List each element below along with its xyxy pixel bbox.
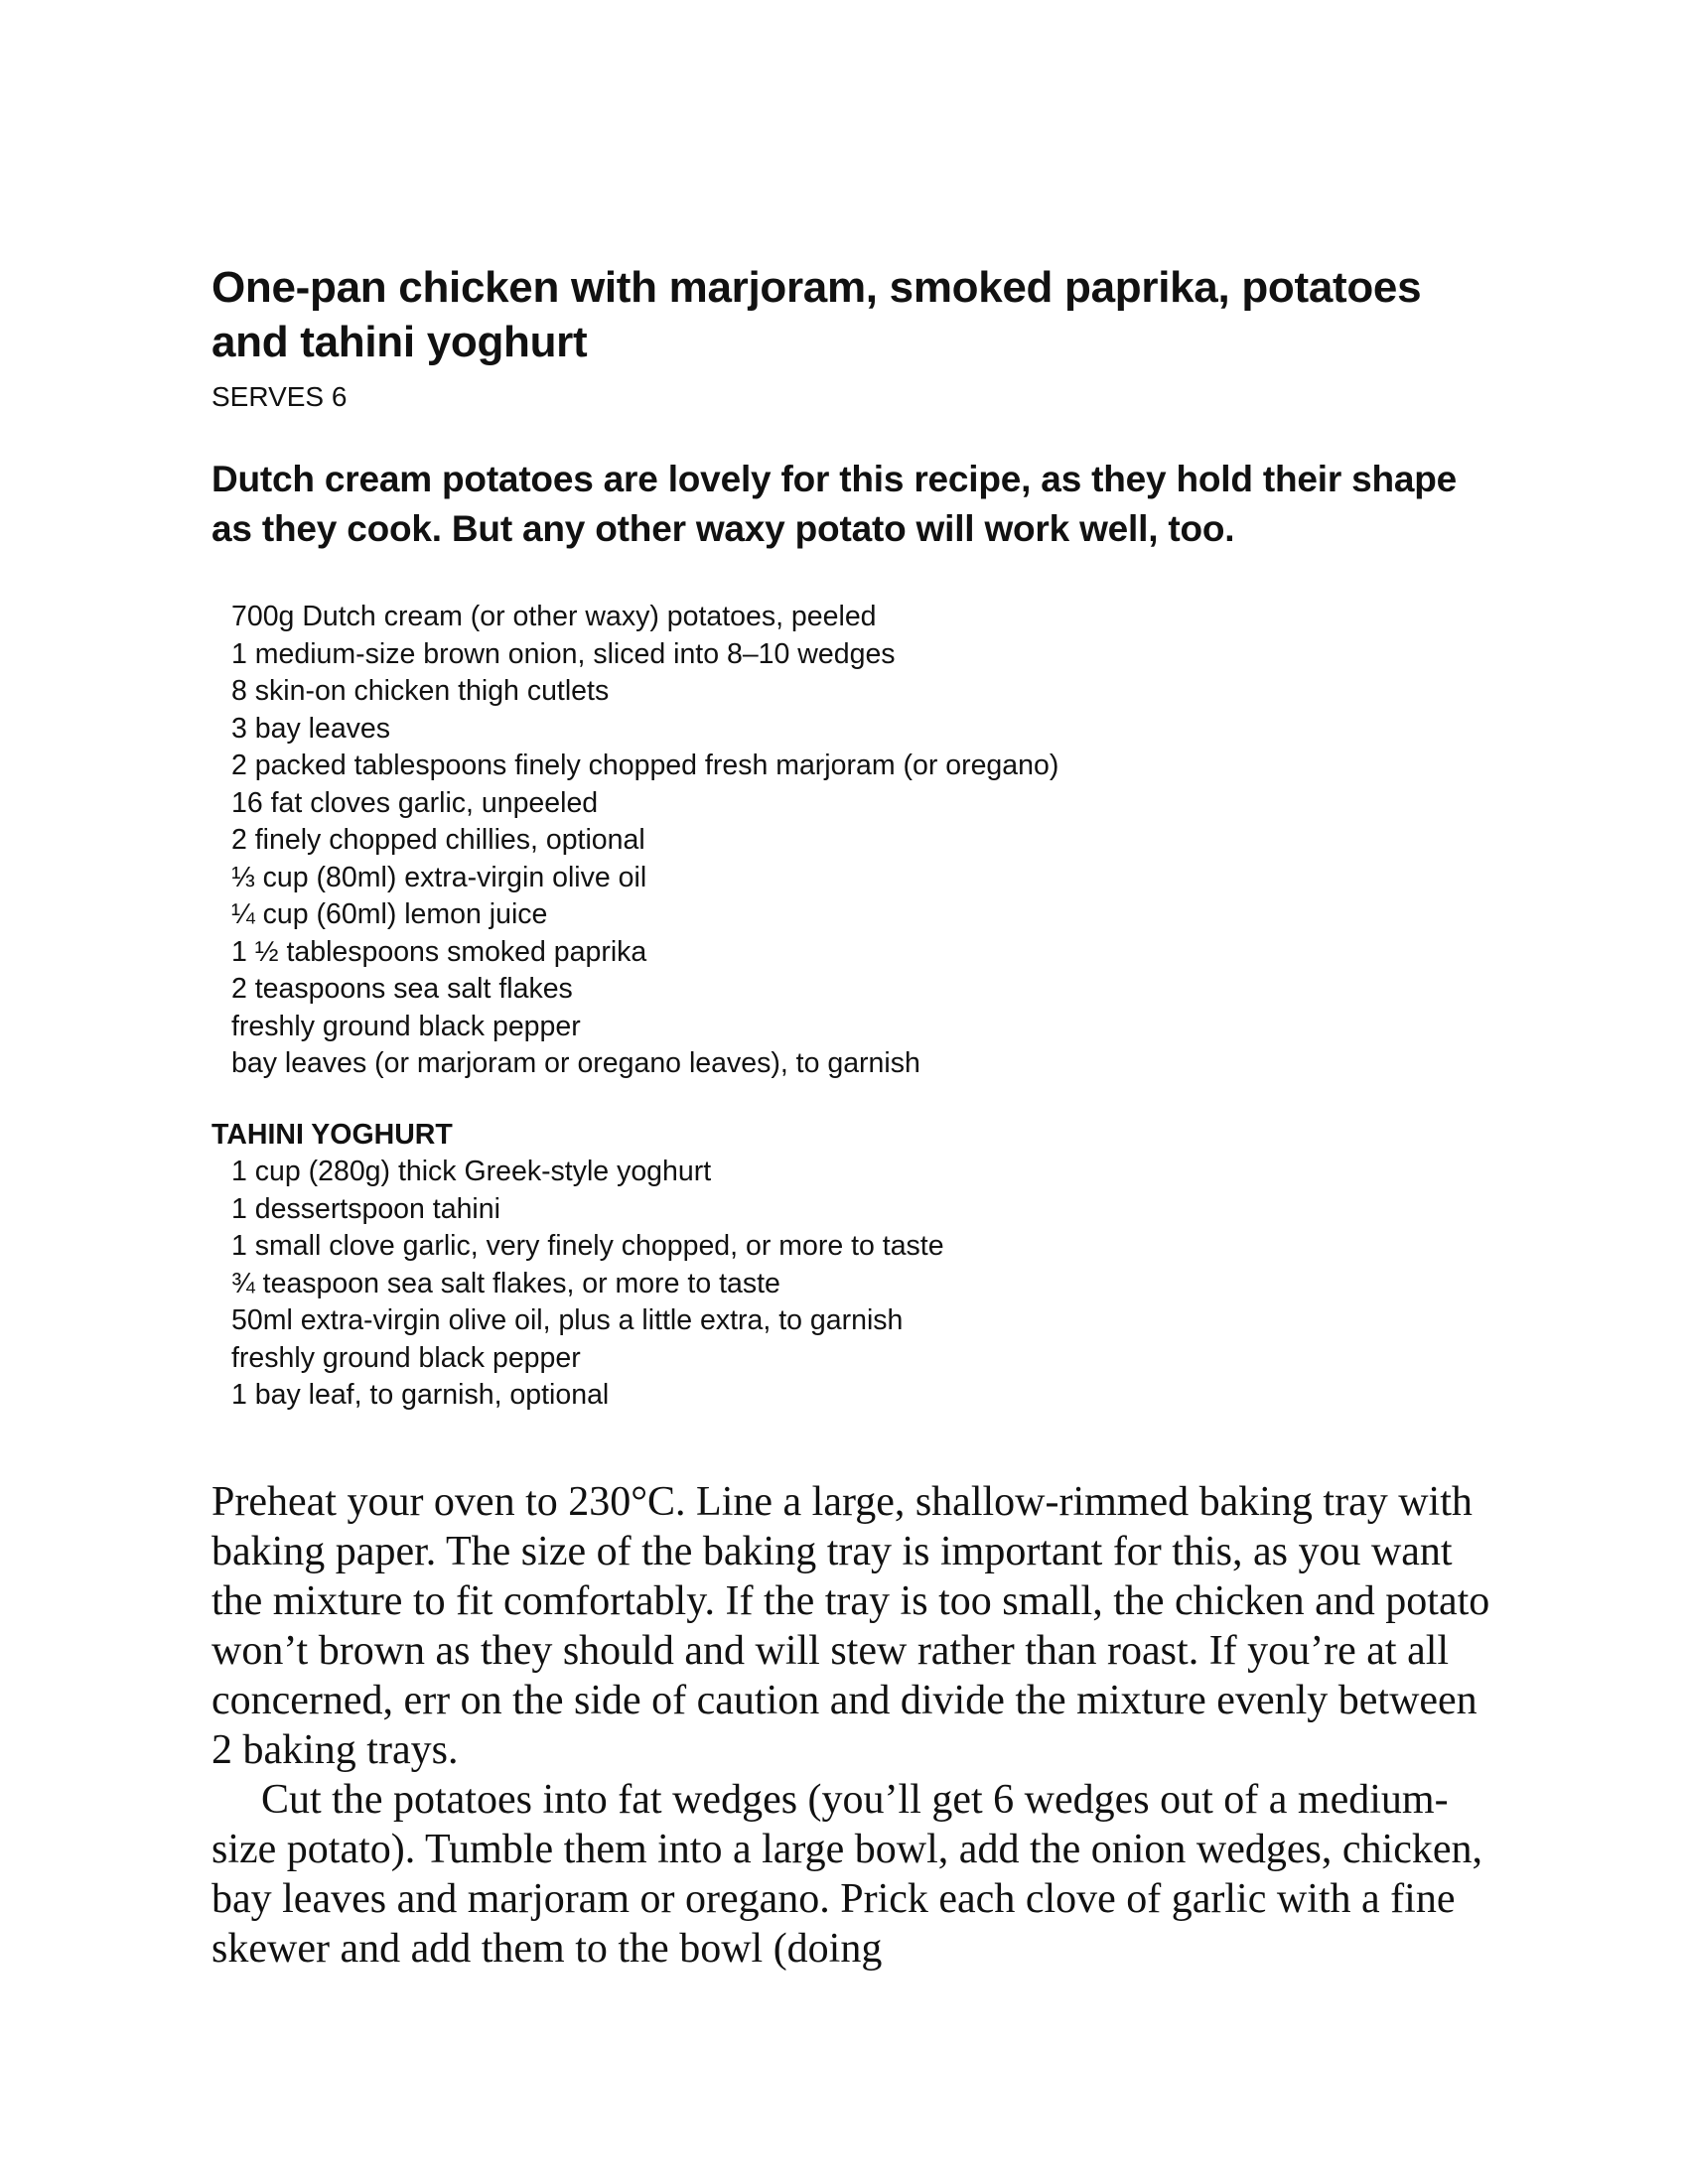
ingredient-item: freshly ground black pepper [231,1010,581,1042]
serves-label: SERVES 6 [211,381,348,412]
ingredient-item: 1 bay leaf, to garnish, optional [231,1379,610,1411]
ingredient-item: 8 skin-on chicken thigh cutlets [231,675,610,707]
recipe-title: One-pan chicken with marjoram, smoked paprika, potatoes and tahini yoghurt [211,263,1422,366]
ingredient-item: 3 bay leaves [231,712,391,745]
ingredient-item: 1 small clove garlic, very finely chopped, or more to taste [231,1230,944,1262]
ingredient-item: 1 ½ tablespoons smoked paprika [231,935,647,968]
ingredient-item: bay leaves (or marjoram or oregano leaves), to garnish [231,1047,920,1079]
ingredient-item: 2 finely chopped chillies, optional [231,824,645,856]
ingredient-item: 2 packed tablespoons finely chopped fresh marjoram (or oregano) [231,750,1059,781]
tahini-ingredient-list [211,1154,1502,1415]
ingredient-item: 50ml extra-virgin olive oil, plus a little extra, to garnish [231,1304,904,1336]
ingredient-item: ⅓ cup (80ml) extra-virgin olive oil [231,861,647,893]
ingredient-item: 1 medium-size brown onion, sliced into 8–10 wedges [231,637,896,670]
ingredient-item: 1 cup (280g) thick Greek-style yoghurt [231,1156,712,1187]
ingredient-item: ¼ cup (60ml) lemon juice [231,898,548,930]
recipe-intro: Dutch cream potatoes are lovely for this recipe, as they hold their shape as they cook. But any other waxy potato will work well, too. [211,459,1458,549]
ingredient-list [211,599,1502,1083]
tahini-yoghurt-heading: TAHINI YOGHURT [211,1118,453,1151]
ingredient-item: 700g Dutch cream (or other waxy) potatoes, peeled [231,601,877,632]
method-paragraph: Preheat your oven to 230°C. Line a large, shallow-rimmed baking tray with baking paper. The size of the baking tray is important for this, as you want the mixture to fit comfortably. If the tray is too small, the chicken and potato won’t brown as they should and will stew rather than roast. If you’re at all concerned, err on the side of caution and divide the mixture evenly between 2 baking trays. [211,1478,1490,1773]
ingredient-item: freshly ground black pepper [231,1341,581,1374]
ingredient-item: ¾ teaspoon sea salt flakes, or more to taste [231,1267,780,1299]
recipe-page [211,260,1502,1974]
ingredient-item: 16 fat cloves garlic, unpeeled [231,786,599,819]
method-paragraph: Cut the potatoes into fat wedges (you’ll get 6 wedges out of a medium-size potato). Tumble them into a large bowl, add the onion wedges, chicken, bay leaves and marjoram or oregano. Prick each clove of garlic with a fine skewer and add them to the bowl (doing [211,1776,1482,1972]
ingredient-item: 1 dessertspoon tahini [231,1192,500,1225]
ingredient-item: 2 teaspoons sea salt flakes [231,973,573,1005]
